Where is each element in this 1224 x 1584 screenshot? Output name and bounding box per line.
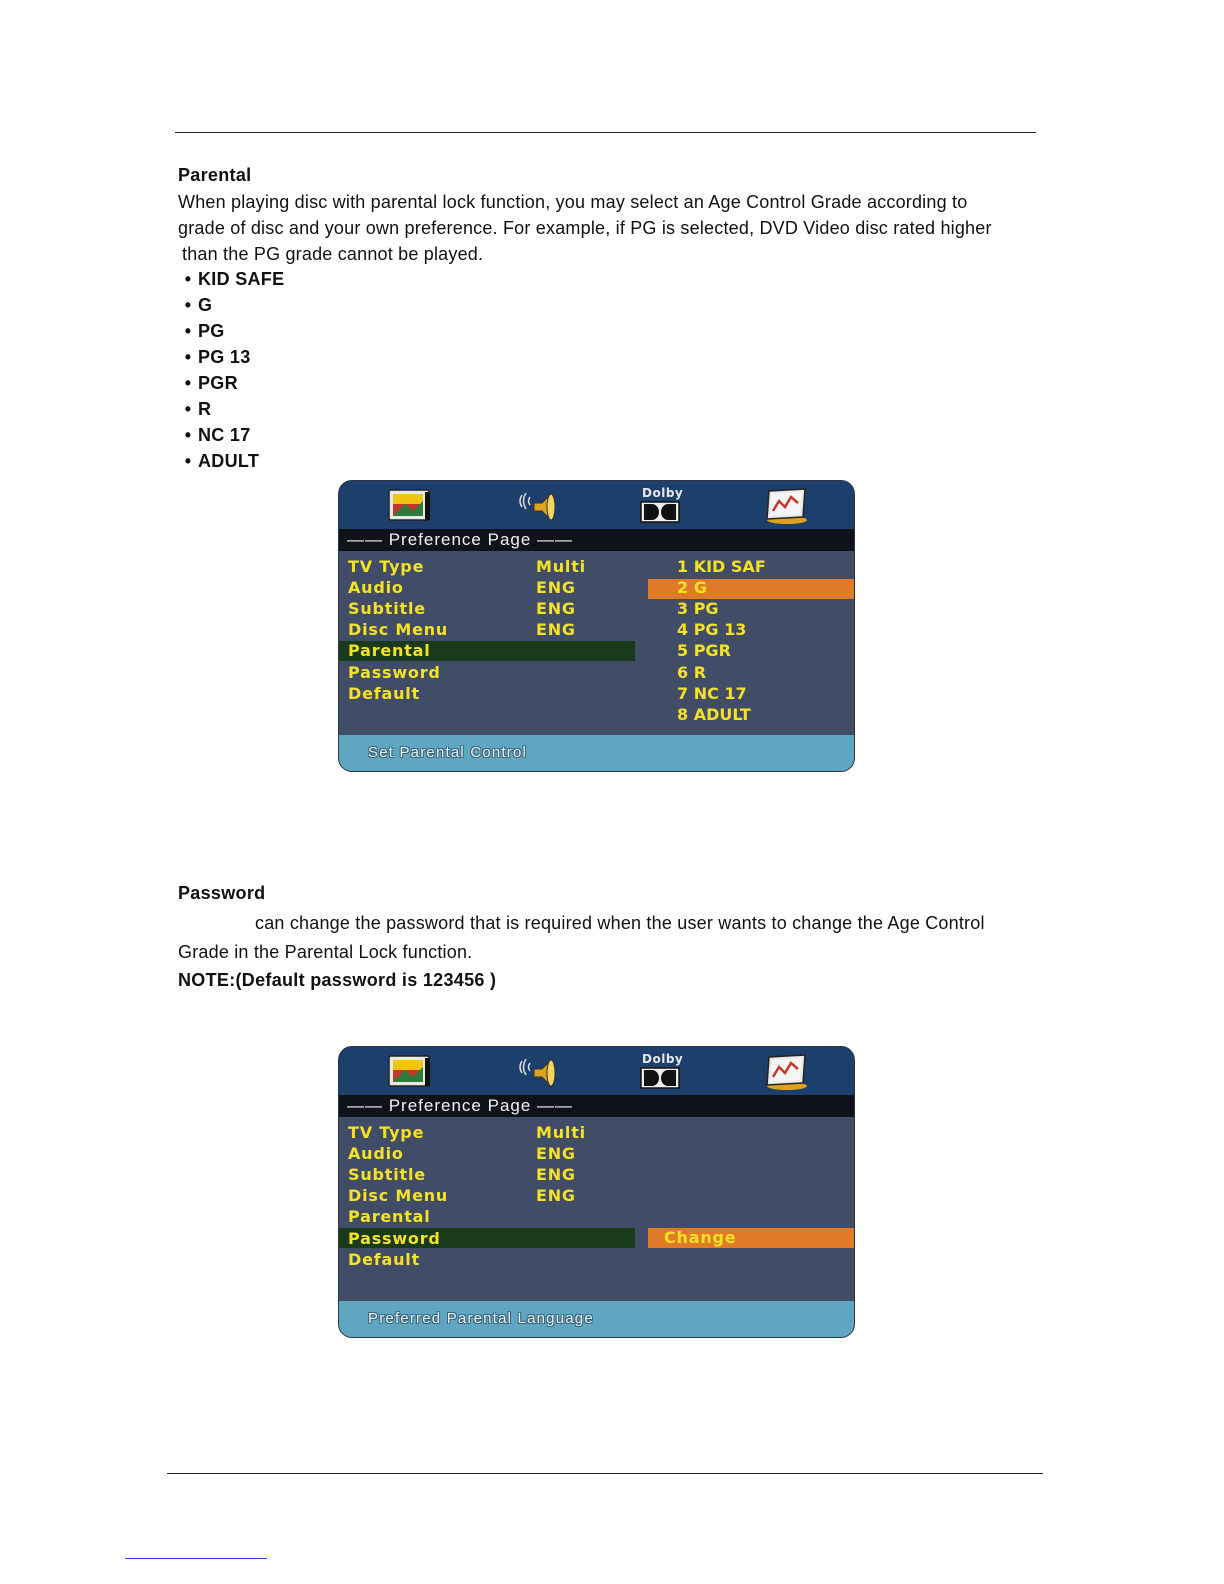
tv-picture-icon bbox=[387, 1053, 433, 1091]
dolby-label: Dolby bbox=[642, 1052, 684, 1066]
osd-menu-row-tv-type[interactable] bbox=[339, 556, 854, 577]
grade-item bbox=[178, 451, 259, 472]
osd-option-pg13[interactable]: 4 PG 13 bbox=[677, 620, 747, 639]
bottom-rule bbox=[167, 1473, 1043, 1474]
speaker-audio-icon bbox=[514, 487, 560, 525]
osd-row-label: Password bbox=[348, 1229, 441, 1248]
osd-row-label: Disc Menu bbox=[348, 1186, 449, 1205]
bullet-dot: • bbox=[184, 451, 192, 471]
parental-para-line1: When playing disc with parental lock function, you may select an Age Control Grade according to bbox=[178, 192, 968, 212]
osd-option-pgr[interactable]: 5 PGR bbox=[677, 641, 731, 660]
password-para-line2: Grade in the Parental Lock function. bbox=[178, 942, 473, 962]
grade-label: KID SAFE bbox=[198, 269, 285, 289]
osd-row-value: ENG bbox=[536, 599, 576, 618]
osd-page-title: —— Preference Page —— bbox=[347, 1096, 574, 1115]
grade-item bbox=[178, 399, 211, 420]
bullet-dot: • bbox=[184, 269, 192, 289]
osd-row-label: Default bbox=[348, 1250, 421, 1269]
osd-password-screen bbox=[338, 1046, 855, 1338]
grade-label: G bbox=[198, 295, 213, 315]
osd-menu-row-audio[interactable] bbox=[339, 1143, 854, 1164]
osd-option-kid-safe[interactable]: 1 KID SAF bbox=[677, 557, 766, 576]
osd-menu-row-default[interactable] bbox=[339, 683, 854, 704]
dolby-digital-icon bbox=[640, 501, 680, 523]
osd-option-r[interactable]: 6 R bbox=[677, 663, 707, 682]
preference-chart-icon bbox=[763, 1053, 809, 1091]
osd-row-value: ENG bbox=[536, 1144, 576, 1163]
osd-status-text: Set Parental Control bbox=[368, 744, 528, 761]
parental-para-line3: than the PG grade cannot be played. bbox=[182, 244, 484, 264]
osd-status-text: Preferred Parental Language bbox=[368, 1310, 594, 1327]
password-para-line1: can change the password that is required when the user wants to change the Age Control bbox=[255, 913, 985, 933]
osd-row-label: Disc Menu bbox=[348, 620, 449, 639]
osd-option-nc17[interactable]: 7 NC 17 bbox=[677, 684, 747, 703]
osd-row-value: ENG bbox=[536, 578, 576, 597]
tv-picture-icon bbox=[387, 487, 433, 525]
bullet-dot: • bbox=[184, 321, 192, 341]
password-note: NOTE:(Default password is 123456 ) bbox=[178, 970, 497, 990]
grade-label: PGR bbox=[198, 373, 238, 393]
osd-menu-row-disc-menu[interactable] bbox=[339, 1185, 854, 1206]
grade-item bbox=[178, 373, 238, 394]
footer-link-underline bbox=[125, 1558, 267, 1559]
osd-page-header bbox=[339, 1095, 854, 1117]
bullet-dot: • bbox=[184, 373, 192, 393]
grade-label: NC 17 bbox=[198, 425, 251, 445]
osd-row-label: TV Type bbox=[348, 1123, 425, 1142]
grade-item bbox=[178, 269, 284, 290]
dolby-digital-icon bbox=[640, 1067, 680, 1089]
password-heading: Password bbox=[178, 883, 266, 903]
osd-row-label: Audio bbox=[348, 1144, 404, 1163]
osd-menu-row-audio[interactable] bbox=[339, 577, 854, 598]
parental-heading: Parental bbox=[178, 165, 252, 185]
osd-menu-row-password[interactable] bbox=[339, 1228, 854, 1249]
osd-menu-row-default[interactable] bbox=[339, 1249, 854, 1270]
parental-para-line2: grade of disc and your own preference. For example, if PG is selected, DVD Video disc rated higher bbox=[178, 218, 992, 238]
osd-row-value: ENG bbox=[536, 1165, 576, 1184]
osd-option-adult[interactable]: 8 ADULT bbox=[677, 705, 751, 724]
osd-row-label: Parental bbox=[348, 641, 431, 660]
osd-row-label: Parental bbox=[348, 1207, 431, 1226]
osd-status-bar bbox=[339, 1301, 854, 1337]
osd-row-value: ENG bbox=[536, 1186, 576, 1205]
osd-row-label: Password bbox=[348, 663, 441, 682]
osd-icon-bar bbox=[339, 1047, 854, 1095]
osd-row-label: Default bbox=[348, 684, 421, 703]
osd-menu-row-parental[interactable] bbox=[339, 1206, 854, 1227]
grade-label: PG 13 bbox=[198, 347, 251, 367]
grade-label: R bbox=[198, 399, 212, 419]
bullet-dot: • bbox=[184, 399, 192, 419]
osd-menu-row-password[interactable] bbox=[339, 662, 854, 683]
osd-page-header bbox=[339, 529, 854, 551]
grade-label: ADULT bbox=[198, 451, 260, 471]
top-rule bbox=[175, 132, 1036, 133]
grade-item bbox=[178, 295, 212, 316]
osd-row-label: Audio bbox=[348, 578, 404, 597]
bullet-dot: • bbox=[184, 295, 192, 315]
osd-status-bar bbox=[339, 735, 854, 771]
osd-menu-row-subtitle[interactable] bbox=[339, 598, 854, 619]
osd-row-value: ENG bbox=[536, 620, 576, 639]
osd-menu-row-subtitle[interactable] bbox=[339, 1164, 854, 1185]
osd-option-g[interactable]: 2 G bbox=[677, 578, 707, 597]
bullet-dot: • bbox=[184, 425, 192, 445]
grade-label: PG bbox=[198, 321, 225, 341]
osd-row-label: Subtitle bbox=[348, 599, 426, 618]
osd-row-value: Multi bbox=[536, 1123, 586, 1142]
osd-page-title: —— Preference Page —— bbox=[347, 530, 574, 549]
osd-menu-row-disc-menu[interactable] bbox=[339, 619, 854, 640]
osd-icon-bar bbox=[339, 481, 854, 529]
bullet-dot: • bbox=[184, 347, 192, 367]
osd-parental-screen bbox=[338, 480, 855, 772]
osd-row-value: Multi bbox=[536, 557, 586, 576]
dolby-label: Dolby bbox=[642, 486, 684, 500]
speaker-audio-icon bbox=[514, 1053, 560, 1091]
osd-row-label: Subtitle bbox=[348, 1165, 426, 1184]
grade-item bbox=[178, 347, 251, 368]
osd-option-pg[interactable]: 3 PG bbox=[677, 599, 719, 618]
osd-row-label: TV Type bbox=[348, 557, 425, 576]
osd-menu-row-tv-type[interactable] bbox=[339, 1122, 854, 1143]
osd-option-change[interactable]: Change bbox=[664, 1228, 737, 1247]
grade-item bbox=[178, 425, 251, 446]
preference-chart-icon bbox=[763, 487, 809, 525]
grade-item bbox=[178, 321, 225, 342]
osd-menu-row-parental[interactable] bbox=[339, 640, 854, 661]
